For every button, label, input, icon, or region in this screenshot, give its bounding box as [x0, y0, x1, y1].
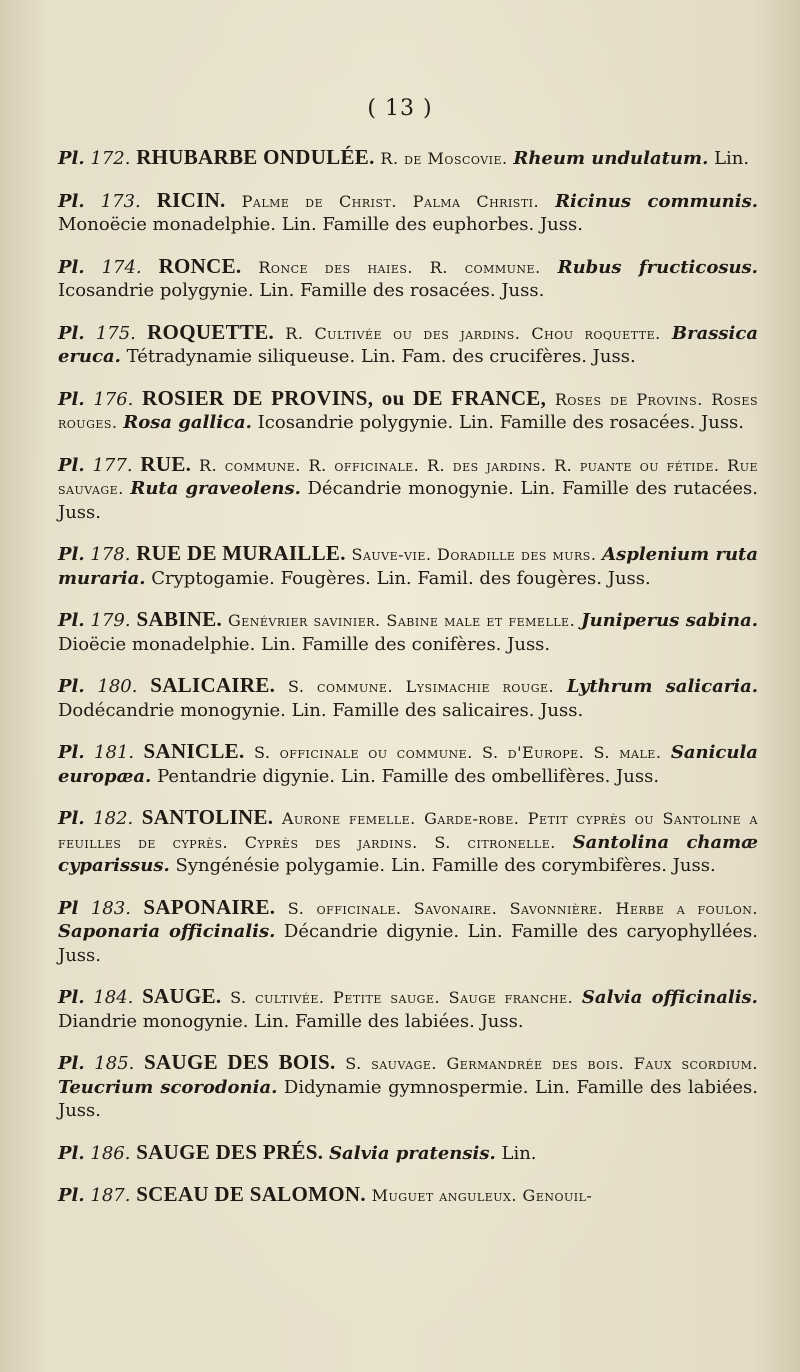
- latin-name: Ricinus communis.: [555, 190, 758, 212]
- plant-entry: [58, 189, 758, 237]
- classification: Monoëcie monadelphie. Lin. Famille des euphorbes. Juss.: [58, 214, 583, 235]
- plant-entry: [58, 321, 758, 369]
- plant-entry: [58, 674, 758, 722]
- plate-label: Pl.: [58, 454, 85, 476]
- plant-entry: [58, 985, 758, 1033]
- plant-synonyms: S. officinale. Savonaire. Savonnière. Herbe a foulon.: [287, 898, 758, 918]
- plant-entry: [58, 740, 758, 788]
- classification: Décandrie digynie. Lin. Famille des caryophyllées. Juss.: [58, 921, 758, 966]
- plant-synonyms: Aurone femelle. Garde-robe. Petit cyprès ou Santoline a feuilles de cyprès. Cyprès des jardins. S. citronelle.: [58, 809, 758, 852]
- latin-name: Santolina chamæ cyparissus.: [58, 831, 758, 876]
- plate-label: Pl.: [58, 742, 85, 763]
- plate-number: 172.: [90, 148, 131, 169]
- latin-name: Asplenium ruta muraria.: [58, 544, 759, 589]
- plate-number: 175.: [95, 322, 136, 344]
- plant-entry: [58, 1051, 758, 1123]
- classification: Pentandrie digynie. Lin. Famille des ombellifères. Juss.: [157, 765, 660, 787]
- plant-name: RUE.: [140, 451, 192, 476]
- plant-synonyms: S. commune. Lysimachie rouge.: [287, 677, 555, 696]
- plant-synonyms: Sauve-vie. Doradille des murs.: [351, 545, 597, 564]
- plate-number: 180.: [97, 676, 138, 697]
- plant-entry: [58, 806, 758, 878]
- plant-name: ROQUETTE.: [147, 319, 275, 344]
- plate-number: 185.: [94, 1053, 135, 1074]
- plant-name: SABINE.: [136, 607, 223, 631]
- plant-synonyms: S. sauvage. Germandrée des bois. Faux scordium.: [345, 1054, 758, 1073]
- plate-number: 178.: [90, 544, 131, 565]
- latin-name: Rheum undulatum.: [513, 148, 709, 169]
- latin-name: Lythrum salicaria.: [566, 676, 759, 697]
- classification: Icosandrie polygynie. Lin. Famille des rosacées. Juss.: [58, 280, 545, 301]
- plant-entry: [58, 542, 758, 590]
- plate-number: 179.: [90, 610, 131, 631]
- plant-synonyms: Muguet anguleux. Genouil-: [371, 1186, 593, 1205]
- plant-synonyms: Ronce des haies. R. commune.: [258, 257, 541, 277]
- plant-name: SAUGE DES BOIS.: [144, 1050, 336, 1074]
- classification: Icosandrie polygynie. Lin. Famille des rosacées. Juss.: [257, 412, 745, 433]
- latin-name: Juniperus sabina.: [581, 610, 758, 631]
- plate-number: 174.: [101, 256, 142, 278]
- latin-name: Rubus fructicosus.: [557, 256, 758, 278]
- plate-label: Pl.: [58, 1142, 85, 1164]
- plant-entry: [58, 146, 758, 171]
- plate-label: Pl.: [58, 256, 85, 278]
- classification: Syngénésie polygamie. Lin. Famille des corymbifères. Juss.: [175, 855, 716, 876]
- plate-number: 176.: [93, 388, 134, 410]
- plant-entry: [58, 453, 758, 525]
- plant-name: SAPONAIRE.: [143, 894, 276, 919]
- plate-number: 182.: [93, 808, 134, 829]
- plate-label: Pl.: [58, 676, 85, 697]
- plate-number: 173.: [100, 190, 141, 212]
- plant-name: RONCE.: [158, 253, 242, 278]
- plant-synonyms: S. cultivée. Petite sauge. Sauge franche.: [230, 988, 574, 1007]
- latin-name: Sanicula europæa.: [58, 742, 758, 787]
- plant-name: SANTOLINE.: [141, 805, 274, 829]
- classification: Diandrie monogynie. Lin. Famille des labiées. Juss.: [58, 1010, 524, 1032]
- plant-entry: [58, 1141, 758, 1166]
- plant-entry: [58, 608, 758, 656]
- plate-label: Pl.: [58, 148, 85, 169]
- plant-name: SANICLE.: [143, 739, 245, 763]
- plant-entry: [58, 896, 758, 968]
- plant-name: SCEAU DE SALOMON.: [136, 1182, 366, 1206]
- classification: Dioëcie monadelphie. Lin. Famille des conifères. Juss.: [58, 633, 551, 655]
- plate-label: Pl.: [58, 610, 85, 631]
- plate-number: 181.: [94, 742, 135, 763]
- plant-synonyms: S. officinale ou commune. S. d'Europe. S. male.: [253, 743, 662, 762]
- latin-name: Salvia pratensis.: [329, 1142, 496, 1164]
- plate-number: 187.: [90, 1185, 131, 1206]
- entry-list: [58, 128, 758, 1213]
- plant-entry: [58, 387, 758, 435]
- latin-name: Rosa gallica.: [123, 412, 252, 433]
- plate-label: Pl.: [58, 388, 85, 410]
- plate-label: Pl.: [58, 1053, 85, 1074]
- classification: Lin.: [714, 148, 750, 169]
- plant-name: RICIN.: [156, 187, 226, 212]
- plant-name: RHUBARBE ONDULÉE.: [136, 145, 375, 169]
- page-number: ( 13 ): [367, 96, 433, 121]
- classification: Dodécandrie monogynie. Lin. Famille des salicaires. Juss.: [58, 699, 584, 721]
- plant-synonyms: Genévrier savinier. Sabine male et femelle.: [227, 611, 576, 630]
- plate-label: Pl.: [58, 190, 85, 212]
- plant-synonyms: R. Cultivée ou des jardins. Chou roquette.: [285, 323, 661, 343]
- plate-number: 183.: [90, 897, 131, 919]
- plant-synonyms: Roses de Provins. Roses rouges.: [58, 389, 758, 432]
- plate-number: 184.: [93, 987, 134, 1008]
- plant-synonyms: R. commune. R. officinale. R. des jardins. R. puante ou fétide. Rue sauvage.: [58, 455, 758, 498]
- plate-number: 186.: [90, 1142, 131, 1164]
- plant-synonyms: Palme de Christ. Palma Christi.: [241, 191, 540, 211]
- plate-label: Pl.: [58, 544, 85, 565]
- classification: Cryptogamie. Fougères. Lin. Famil. des fougères. Juss.: [151, 567, 651, 589]
- plant-name: SAUGE.: [142, 984, 222, 1008]
- classification: Tétradynamie siliqueuse. Lin. Fam. des crucifères. Juss.: [126, 346, 636, 367]
- plate-label: Pl: [58, 897, 79, 919]
- classification: Décandrie monogynie. Lin. Famille des rutacées. Juss.: [58, 478, 758, 523]
- plate-label: Pl.: [58, 808, 85, 829]
- plant-name: ROSIER DE PROVINS, ou DE FRANCE,: [142, 385, 547, 410]
- latin-name: Brassica eruca.: [58, 322, 758, 367]
- latin-name: Saponaria officinalis.: [58, 921, 276, 942]
- plant-name: SAUGE DES PRÉS.: [136, 1139, 324, 1164]
- classification: Lin.: [501, 1142, 537, 1164]
- latin-name: Ruta graveolens.: [130, 478, 301, 499]
- plant-entry: [58, 1183, 758, 1208]
- plate-label: Pl.: [58, 322, 85, 344]
- classification: Didynamie gymnospermie. Lin. Famille des labiées. Juss.: [58, 1076, 758, 1121]
- plate-label: Pl.: [58, 987, 85, 1008]
- plant-name: SALICAIRE.: [150, 673, 276, 697]
- plant-name: RUE DE MURAILLE.: [136, 541, 346, 565]
- plant-synonyms: R. de Moscovie.: [380, 149, 508, 168]
- latin-name: Salvia officinalis.: [581, 987, 758, 1008]
- plate-number: 177.: [92, 454, 133, 476]
- latin-name: Teucrium scorodonia.: [58, 1076, 278, 1098]
- plant-entry: [58, 255, 758, 303]
- plate-label: Pl.: [58, 1185, 85, 1206]
